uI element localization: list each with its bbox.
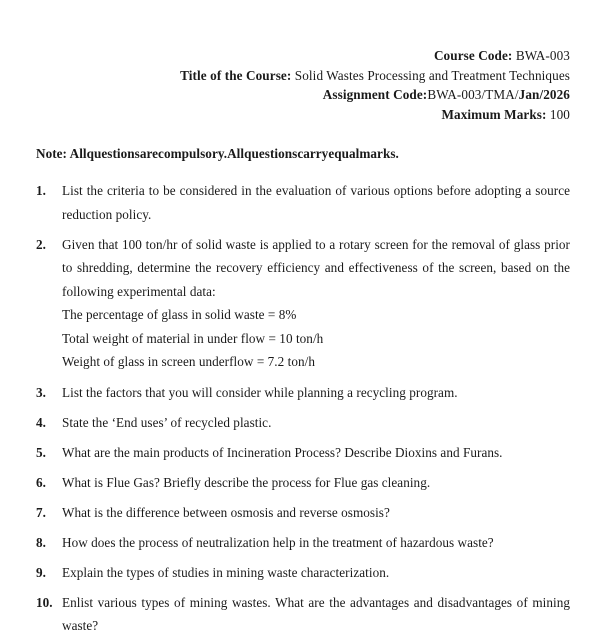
question-item xyxy=(36,531,570,555)
question-item xyxy=(36,441,570,465)
question-data-line: Weight of glass in screen underflow = 7.2 ton/h xyxy=(62,354,316,369)
question-text: Enlist various types of mining wastes. What are the advantages and disadvantages of mining waste? xyxy=(62,594,570,633)
question-item xyxy=(36,411,570,435)
maximum-marks-line xyxy=(36,105,570,125)
document-header xyxy=(0,0,600,124)
question-text: What is Flue Gas? Briefly describe the process for Flue gas cleaning. xyxy=(62,474,431,490)
question-text: Explain the types of studies in mining waste characterization. xyxy=(62,564,390,580)
question-number: 7. xyxy=(36,504,46,520)
question-number: 10. xyxy=(36,594,53,610)
question-text: Given that 100 ton/hr of solid waste is applied to a rotary screen for the removal of glass prior to shredding, determine the recovery efficiency and effectiveness of the screen, based on the following experimental data: xyxy=(62,236,570,299)
question-data-line: Total weight of material in under flow = 10 ton/h xyxy=(62,330,324,346)
course-code-label: Course Code: xyxy=(433,48,513,63)
question-item xyxy=(36,179,570,226)
question-number: 3. xyxy=(36,384,46,400)
course-code-value: BWA-003 xyxy=(512,48,570,63)
question-data-lines xyxy=(62,303,570,374)
question-text: How does the process of neutralization help in the treatment of hazardous waste? xyxy=(62,534,494,550)
question-item xyxy=(36,561,570,585)
question-text: State the ‘End uses’ of recycled plastic. xyxy=(62,414,272,430)
course-title-line xyxy=(36,66,570,86)
assignment-code-line xyxy=(36,85,570,105)
question-item xyxy=(36,381,570,405)
question-item xyxy=(36,501,570,525)
question-number: 9. xyxy=(36,564,46,580)
maximum-marks-value: 100 xyxy=(546,106,570,122)
course-title-value: Solid Wastes Processing and Treatment Techniques xyxy=(291,67,570,83)
note-line: Note: Allquestionsarecompulsory.Allquestionscarryequalmarks. xyxy=(36,146,399,161)
question-text: List the factors that you will consider while planning a recycling program. xyxy=(62,384,458,400)
question-number: 2. xyxy=(36,236,46,252)
question-text: What is the difference between osmosis and reverse osmosis? xyxy=(62,504,390,520)
maximum-marks-label: Maximum Marks: xyxy=(441,106,547,122)
assignment-code-label: Assignment Code: xyxy=(322,87,428,102)
question-list xyxy=(0,163,600,638)
question-data-line: The percentage of glass in solid waste = 8% xyxy=(62,307,297,322)
question-item xyxy=(36,233,570,374)
question-number: 6. xyxy=(36,474,46,490)
question-item xyxy=(36,471,570,495)
assignment-code-value: BWA-003/TMA/ xyxy=(427,87,519,102)
question-item xyxy=(36,591,570,638)
question-number: 1. xyxy=(36,183,46,198)
course-title-label: Title of the Course: xyxy=(180,67,292,83)
question-text: What are the main products of Incineration Process? Describe Dioxins and Furans. xyxy=(62,444,503,460)
question-number: 8. xyxy=(36,534,46,550)
course-code-line xyxy=(36,46,570,66)
question-number: 4. xyxy=(36,414,46,430)
question-text: List the criteria to be considered in the evaluation of various options before adopting a source reduction policy. xyxy=(62,183,570,222)
question-number: 5. xyxy=(36,444,46,460)
assignment-code-session: Jan/2026 xyxy=(518,87,570,102)
